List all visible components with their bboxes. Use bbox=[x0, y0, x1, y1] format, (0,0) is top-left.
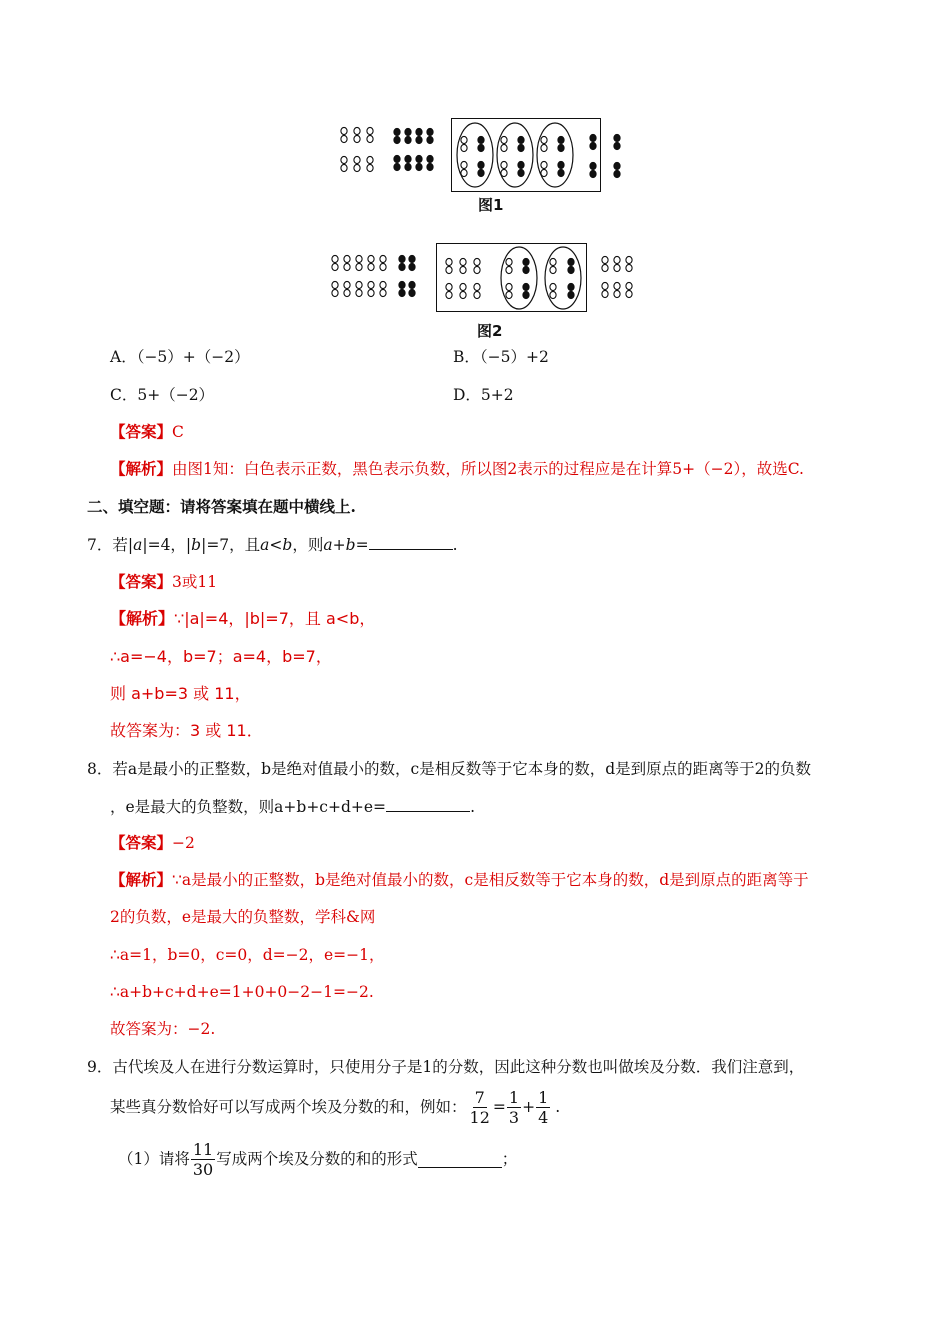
q6-answer bbox=[110, 422, 184, 442]
positive-counter bbox=[354, 164, 360, 171]
analysis-text: ∵a是最小的正整数，b是绝对值最小的数，c是相反数等于它本身的数，d是到原点的距离等于 bbox=[172, 871, 809, 889]
positive-counter bbox=[461, 169, 467, 176]
negative-counter bbox=[523, 258, 529, 265]
fraction-11-30 bbox=[191, 1140, 215, 1179]
q7-analysis-1 bbox=[110, 609, 375, 629]
positive-counter bbox=[332, 289, 338, 296]
q9-stem-line1 bbox=[87, 1057, 804, 1077]
positive-counter bbox=[446, 283, 452, 290]
q8-text: ，e是最大的负整数，则a+b+c+d+e= bbox=[110, 798, 387, 816]
positive-counter bbox=[341, 127, 347, 134]
q7-text: + bbox=[332, 536, 346, 554]
positive-counter bbox=[626, 282, 632, 289]
q7-text: 若| bbox=[112, 536, 134, 554]
period: . bbox=[555, 1098, 561, 1116]
option-a: A．（−5）+（−2） bbox=[110, 348, 250, 366]
negative-counter bbox=[568, 291, 574, 298]
positive-counter bbox=[541, 144, 547, 151]
numerator: 1 bbox=[508, 1087, 520, 1107]
answer-label: 【答案】 bbox=[110, 422, 173, 441]
q8-analysis-3: ∴a=1，b=0，c=0，d=−2，e=−1， bbox=[110, 946, 385, 964]
negative-counter bbox=[523, 291, 529, 298]
negative-counter bbox=[409, 289, 415, 296]
negative-counter bbox=[399, 263, 405, 270]
positive-counter bbox=[341, 135, 347, 142]
q8-analysis-2: 2的负数，e是最大的负整数，学科&网 bbox=[110, 908, 376, 926]
positive-counter bbox=[367, 127, 373, 134]
negative-counter bbox=[568, 266, 574, 273]
positive-counter bbox=[380, 255, 386, 262]
fraction-7-12 bbox=[468, 1088, 492, 1127]
positive-counter bbox=[368, 255, 374, 262]
positive-counter bbox=[614, 264, 620, 271]
negative-counter bbox=[427, 136, 433, 143]
section-2-title: 二、填空题：请将答案填在题中横线上. bbox=[87, 497, 356, 516]
positive-counter bbox=[626, 290, 632, 297]
negative-counter bbox=[478, 136, 484, 143]
negative-counter bbox=[399, 281, 405, 288]
positive-counter bbox=[461, 136, 467, 143]
negative-counter bbox=[568, 283, 574, 290]
positive-counter bbox=[356, 281, 362, 288]
pair-group-ellipse bbox=[537, 123, 573, 187]
option-d: D．5+2 bbox=[453, 386, 514, 404]
positive-counter bbox=[446, 291, 452, 298]
numerator: 1 bbox=[538, 1087, 549, 1107]
answer-blank[interactable] bbox=[418, 1152, 502, 1168]
positive-counter bbox=[506, 291, 512, 298]
q9-part1 bbox=[118, 1137, 517, 1181]
positive-counter bbox=[368, 263, 374, 270]
q7-text: < bbox=[269, 536, 283, 554]
answer-value: C bbox=[172, 423, 184, 441]
var-a: a bbox=[323, 536, 333, 554]
positive-counter bbox=[541, 136, 547, 143]
var-b: b bbox=[191, 536, 202, 554]
negative-counter bbox=[478, 161, 484, 168]
positive-counter bbox=[506, 258, 512, 265]
q8-answer bbox=[110, 833, 195, 853]
negative-counter bbox=[478, 144, 484, 151]
pair-group-ellipse bbox=[545, 247, 581, 309]
negative-counter bbox=[427, 155, 433, 162]
numerator: 7 bbox=[474, 1087, 485, 1107]
negative-counter bbox=[518, 136, 524, 143]
answer-value: 3或11 bbox=[172, 573, 218, 591]
pair-group-ellipse bbox=[501, 247, 537, 309]
negative-counter bbox=[416, 136, 422, 143]
q9-part1-text: 写成两个埃及分数的和的形式 bbox=[216, 1150, 418, 1168]
positive-counter bbox=[506, 266, 512, 273]
positive-counter bbox=[380, 281, 386, 288]
q9-part1-text: （1）请将 bbox=[118, 1150, 190, 1168]
q8-stem-line2 bbox=[110, 796, 475, 817]
positive-counter bbox=[541, 169, 547, 176]
positive-counter bbox=[501, 144, 507, 151]
positive-counter bbox=[460, 283, 466, 290]
q7-text: |=7，且 bbox=[201, 536, 261, 554]
negative-counter bbox=[614, 170, 620, 177]
analysis-text: ∵|a|=4，|b|=7，且 a<b， bbox=[174, 609, 376, 628]
negative-counter bbox=[399, 289, 405, 296]
positive-counter bbox=[344, 255, 350, 262]
negative-counter bbox=[409, 281, 415, 288]
positive-counter bbox=[446, 258, 452, 265]
positive-counter bbox=[380, 263, 386, 270]
negative-counter bbox=[394, 163, 400, 170]
positive-counter bbox=[506, 283, 512, 290]
positive-counter bbox=[602, 290, 608, 297]
answer-blank[interactable] bbox=[369, 534, 453, 550]
positive-counter bbox=[501, 161, 507, 168]
positive-counter bbox=[354, 135, 360, 142]
q8-text: 若a是最小的正整数，b是绝对值最小的数，c是相反数等于它本身的数，d是到原点的距离等于2的负数 bbox=[112, 760, 812, 778]
positive-counter bbox=[460, 291, 466, 298]
q8-stem-line1 bbox=[87, 759, 811, 779]
positive-counter bbox=[354, 127, 360, 134]
q6-analysis bbox=[110, 459, 804, 479]
question-number: 7． bbox=[87, 536, 113, 554]
positive-counter bbox=[332, 255, 338, 262]
positive-counter bbox=[461, 144, 467, 151]
negative-counter bbox=[523, 283, 529, 290]
negative-counter bbox=[590, 134, 596, 141]
negative-counter bbox=[614, 162, 620, 169]
positive-counter bbox=[550, 258, 556, 265]
positive-counter bbox=[332, 281, 338, 288]
positive-counter bbox=[356, 255, 362, 262]
fraction-1-3 bbox=[507, 1088, 521, 1127]
denominator: 3 bbox=[508, 1107, 520, 1127]
negative-counter bbox=[614, 142, 620, 149]
negative-counter bbox=[518, 144, 524, 151]
negative-counter bbox=[394, 128, 400, 135]
analysis-label: 【解析】 bbox=[110, 459, 173, 478]
positive-counter bbox=[501, 169, 507, 176]
plus-sign: + bbox=[522, 1098, 536, 1116]
positive-counter bbox=[356, 263, 362, 270]
q7-text: . bbox=[452, 536, 458, 554]
denominator: 12 bbox=[469, 1107, 490, 1127]
negative-counter bbox=[478, 169, 484, 176]
negative-counter bbox=[558, 161, 564, 168]
negative-counter bbox=[590, 162, 596, 169]
negative-counter bbox=[416, 128, 422, 135]
positive-counter bbox=[344, 281, 350, 288]
var-b: b bbox=[282, 536, 293, 554]
negative-counter bbox=[394, 136, 400, 143]
positive-counter bbox=[446, 266, 452, 273]
q9-stem-line2 bbox=[110, 1087, 560, 1127]
positive-counter bbox=[354, 156, 360, 163]
positive-counter bbox=[614, 282, 620, 289]
positive-counter bbox=[332, 263, 338, 270]
positive-counter bbox=[602, 256, 608, 263]
negative-counter bbox=[409, 255, 415, 262]
positive-counter bbox=[614, 290, 620, 297]
pair-group-ellipse bbox=[497, 123, 533, 187]
negative-counter bbox=[558, 136, 564, 143]
answer-blank[interactable] bbox=[386, 796, 470, 812]
positive-counter bbox=[474, 266, 480, 273]
fraction-1-4 bbox=[536, 1088, 550, 1127]
positive-counter bbox=[602, 282, 608, 289]
positive-counter bbox=[626, 256, 632, 263]
negative-counter bbox=[409, 263, 415, 270]
answer-label: 【答案】 bbox=[110, 833, 173, 852]
q7-text: = bbox=[355, 536, 369, 554]
q8-analysis-5: 故答案为：−2. bbox=[110, 1020, 216, 1038]
q9-text: 某些真分数恰好可以写成两个埃及分数的和，例如： bbox=[110, 1098, 467, 1116]
positive-counter bbox=[367, 164, 373, 171]
positive-counter bbox=[367, 135, 373, 142]
pair-group-ellipse bbox=[457, 123, 493, 187]
figure-1-caption: 图1 bbox=[478, 196, 504, 214]
positive-counter bbox=[368, 281, 374, 288]
positive-counter bbox=[474, 258, 480, 265]
q7-analysis-4: 故答案为：3 或 11． bbox=[110, 721, 263, 740]
positive-counter bbox=[550, 291, 556, 298]
analysis-label: 【解析】 bbox=[110, 870, 173, 889]
question-number: 8． bbox=[87, 760, 113, 778]
q7-analysis-2: ∴a=−4，b=7；a=4，b=7， bbox=[110, 647, 332, 666]
negative-counter bbox=[590, 142, 596, 149]
positive-counter bbox=[550, 283, 556, 290]
positive-counter bbox=[380, 289, 386, 296]
positive-counter bbox=[614, 256, 620, 263]
negative-counter bbox=[416, 163, 422, 170]
negative-counter bbox=[394, 155, 400, 162]
analysis-label: 【解析】 bbox=[110, 609, 175, 628]
negative-counter bbox=[427, 128, 433, 135]
positive-counter bbox=[460, 258, 466, 265]
positive-counter bbox=[344, 289, 350, 296]
negative-counter bbox=[405, 128, 411, 135]
equals-sign: = bbox=[492, 1098, 506, 1116]
q7-answer bbox=[110, 572, 217, 592]
positive-counter bbox=[501, 136, 507, 143]
answer-label: 【答案】 bbox=[110, 572, 173, 591]
option-b: B．（−5）+2 bbox=[453, 348, 549, 366]
q8-analysis-4: ∴a+b+c+d+e=1+0+0−2−1=−2. bbox=[110, 983, 374, 1001]
negative-counter bbox=[399, 255, 405, 262]
positive-counter bbox=[341, 164, 347, 171]
positive-counter bbox=[474, 291, 480, 298]
negative-counter bbox=[568, 258, 574, 265]
positive-counter bbox=[541, 161, 547, 168]
option-c: C．5+（−2） bbox=[110, 386, 215, 404]
q7-stem bbox=[87, 534, 458, 555]
question-number: 9． bbox=[87, 1058, 113, 1076]
answer-value: −2 bbox=[172, 834, 195, 852]
negative-counter bbox=[558, 144, 564, 151]
q7-text: |=4，| bbox=[142, 536, 192, 554]
positive-counter bbox=[460, 266, 466, 273]
denominator: 4 bbox=[538, 1107, 549, 1127]
q7-analysis-3: 则 a+b=3 或 11， bbox=[110, 684, 251, 703]
q9-part1-text: ； bbox=[501, 1150, 518, 1168]
negative-counter bbox=[518, 169, 524, 176]
positive-counter bbox=[550, 266, 556, 273]
q8-text: . bbox=[470, 798, 475, 816]
figure-2-caption: 图2 bbox=[477, 322, 503, 340]
negative-counter bbox=[405, 163, 411, 170]
analysis-text: 由图1知：白色表示正数，黑色表示负数，所以图2表示的过程应是在计算5+（−2），故选C. bbox=[172, 460, 804, 478]
positive-counter bbox=[626, 264, 632, 271]
positive-counter bbox=[367, 156, 373, 163]
q8-analysis-1 bbox=[110, 870, 809, 890]
denominator: 30 bbox=[192, 1159, 214, 1179]
negative-counter bbox=[590, 170, 596, 177]
numerator: 11 bbox=[192, 1139, 214, 1159]
var-a: a bbox=[133, 536, 143, 554]
negative-counter bbox=[405, 155, 411, 162]
q9-text: 古代埃及人在进行分数运算时，只使用分子是1的分数，因此这种分数也叫做埃及分数．我们注意到， bbox=[112, 1058, 805, 1076]
positive-counter bbox=[602, 264, 608, 271]
positive-counter bbox=[461, 161, 467, 168]
var-b: b bbox=[345, 536, 356, 554]
negative-counter bbox=[518, 161, 524, 168]
q7-text: ，则 bbox=[292, 536, 324, 554]
positive-counter bbox=[341, 156, 347, 163]
negative-counter bbox=[614, 134, 620, 141]
positive-counter bbox=[356, 289, 362, 296]
positive-counter bbox=[474, 283, 480, 290]
var-a: a bbox=[260, 536, 270, 554]
negative-counter bbox=[427, 163, 433, 170]
positive-counter bbox=[344, 263, 350, 270]
negative-counter bbox=[416, 155, 422, 162]
negative-counter bbox=[523, 266, 529, 273]
positive-counter bbox=[368, 289, 374, 296]
negative-counter bbox=[558, 169, 564, 176]
negative-counter bbox=[405, 136, 411, 143]
